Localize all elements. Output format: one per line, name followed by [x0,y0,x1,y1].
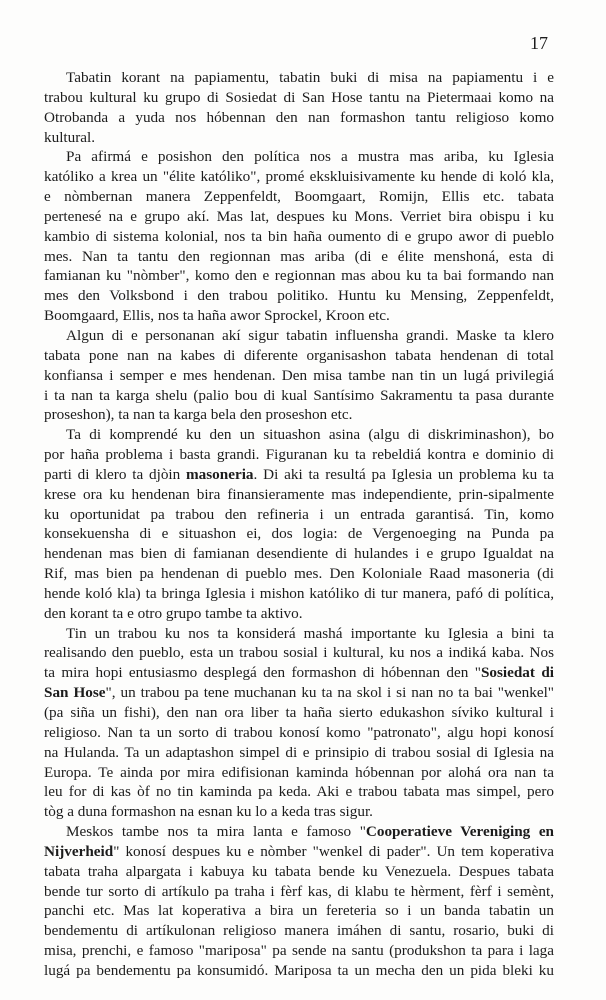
paragraph [44,68,554,147]
paragraph [44,326,554,425]
text-line [44,683,554,703]
text-line: por haña problema i basta grandi. Figuranan ku ta rebeldiá kontra e dominio di [44,446,554,464]
text-run: " konosí despues ku e nòmber "wenkel di pader". Un tem koperativa [113,842,554,860]
text-line: e nòmbernan manera Zeppenfeldt, Boomgaart, Romijn, Ellis etc. tabata [44,188,554,206]
text-line: katóliko a krea un "élite katóliko", promé ekskluisivamente ku hende di koló kla, [44,168,554,186]
text-line: Algun di e personanan akí sigur tabatin influensha grandi. Maske ta klero [66,326,554,344]
bold-term-nijverheid: Nijverheid [44,842,114,860]
text-run: Meskos tambe nos ta mira lanta e famoso " [66,823,366,841]
paragraph [44,425,554,623]
text-line [44,842,554,862]
text-line: konsekuensha di e situashon ei, dos logia: de Vergenoeging na Punda pa [44,525,554,543]
text-line: panchi etc. Mas lat koperativa a bira un fereteria so i un banda tabatin un [44,902,554,920]
text-line: tòg a duna formashon na esnan ku lo a keda tras sigur. [44,803,373,821]
text-line: mes den Volksbond i den trabou politiko. Huntu ku Mensing, Zeppenfeldt, [44,287,554,305]
text-line: religioso. Nan ta un sorto di trabou konosí komo "patronato", algu hopi konosí [44,723,554,741]
text-line: leu for di kas òf no tin kaminda pa keda. Aki e trabou tabata mas simpel, pero [44,783,554,801]
text-line: Pa afirmá e posishon den política nos a mustra mas ariba, ku Iglesia [66,148,554,166]
text-line: pertenesé na e grupo akí. Mas lat, despues ku Mons. Verriet bira obispu i ku [44,207,554,225]
bold-term-sosiedat: Sosiedat di [480,664,554,682]
text-line: hendenan mas bien di famianan desendiente di hulandes i e grupo Igualdat na [44,545,554,563]
paragraph [44,822,554,981]
paragraph [44,624,554,822]
text-line: bende tur sorto di artíkulo pa traha i fèrf kas, di klabu te hèrment, fèrf i semènt, [44,882,554,900]
text-line: kultural. [44,128,96,146]
text-line: misa, prenchi, e famoso "mariposa" pa sende na santu (produkshon ta para i laga [44,942,554,960]
text-line: ku oportunidat pa trabou den refineria i un entrada garantisá. Tin, komo [44,505,554,523]
text-line: Europa. Te ainda por mira edifisionan kaminda hóbennan por alohá ora nan ta [44,763,554,781]
bold-term-san-hose: San Hose [44,684,106,702]
text-line: famianan ku "nòmber", komo den e regionnan mas abou ku ta bai formando nan [44,267,554,285]
text-line [44,465,554,485]
text-line: kambio di sistema kolonial, nos ta bin haña oumento di e grupo awor di pueblo [44,227,554,245]
text-line [44,822,554,842]
text-line: hende koló kla) ta bringa Iglesia i mishon katóliko di tur manera, pafó di política, [44,584,554,602]
text-line: krese ora ku hendenan bira finansieramente mas independiente, prin-sipalmente [44,485,554,503]
text-line: proseshon), ta nan ta karga bela den proseshon etc. [44,406,353,424]
bold-term-masoneria: masoneria [186,465,254,483]
text-run: parti di klero ta djòin [44,465,187,483]
text-run: . Di aki ta resultá pa Iglesia un problema ku ta [253,465,554,483]
text-line: trabou kultural ku grupo di Sosiedat di San Hose tantu na Pietermaai komo na [44,88,554,106]
text-run: ", un trabou pa tene muchanan ku ta na skol i si nan no ta bai "wenkel" [105,684,555,702]
text-line: Rif, mas bien pa hendenan di pueblo mes. Den Koloniale Raad masoneria (di [44,565,554,583]
text-line: realisando den pueblo, esta un trabou sosial i kultural, ku nos a indiká kaba. Nos [44,644,554,662]
text-line: na Hulanda. Ta un adaptashon simpel di e prinsipio di trabou sosial di Iglesia na [44,743,554,761]
text-line: konfiansa i semper e mes hendenan. Den misa tambe nan tin un lugá privilegiá [44,366,554,384]
text-line: lugá pa bendementu pa konsumidó. Mariposa ta un mecha den un pida bleki ku [44,961,554,979]
text-line: Ta di komprendé ku den un situashon asina (algu di diskriminashon), bo [66,426,554,444]
text-line: Boomgaard, Ellis, nos ta haña awor Sprockel, Kroon etc. [44,307,390,325]
paragraph [44,147,554,326]
text-line: Tabatin korant na papiamentu, tabatin buki di misa na papiamentu i e [66,69,554,86]
text-line: Tin un trabou ku nos ta konsiderá mashá importante ku Iglesia a bini ta [66,624,554,642]
body-text [44,68,554,981]
text-line [44,663,554,683]
page-number: 17 [530,33,548,53]
text-line: mes. Nan ta tantu den regionnan mas ariba (di e élite menshoná, esta di [44,247,554,265]
text-line: i ta nan ta karga shelu (palio bou di kual Santísimo Sakramentu ta pasa durante [44,386,554,404]
bold-term-cooperatieve: Cooperatieve Vereniging en [365,823,555,841]
text-line: Otrobanda a yuda nos hóbennan den nan formashon tantu religioso komo [44,108,554,126]
text-run: ta mira hopi entusiasmo desplegá den formashon di hóbennan den " [44,664,481,682]
text-line: tabata pone nan na kabes di diferente organisashon tabata hendenan di total [44,346,554,364]
text-line: bendementu di artíkulonan religioso manera imáhen di santu, rosario, buki di [44,922,554,940]
text-line: den korant ta e otro grupo tambe ta aktivo. [44,604,303,622]
text-line: (pa siña un fishi), den nan ora liber ta haña sierto edukashon síviko kultural i [44,704,554,721]
text-line: tabata traha alpargata i kabuya ku tabata bende ku Venezuela. Despues tabata [44,862,554,880]
